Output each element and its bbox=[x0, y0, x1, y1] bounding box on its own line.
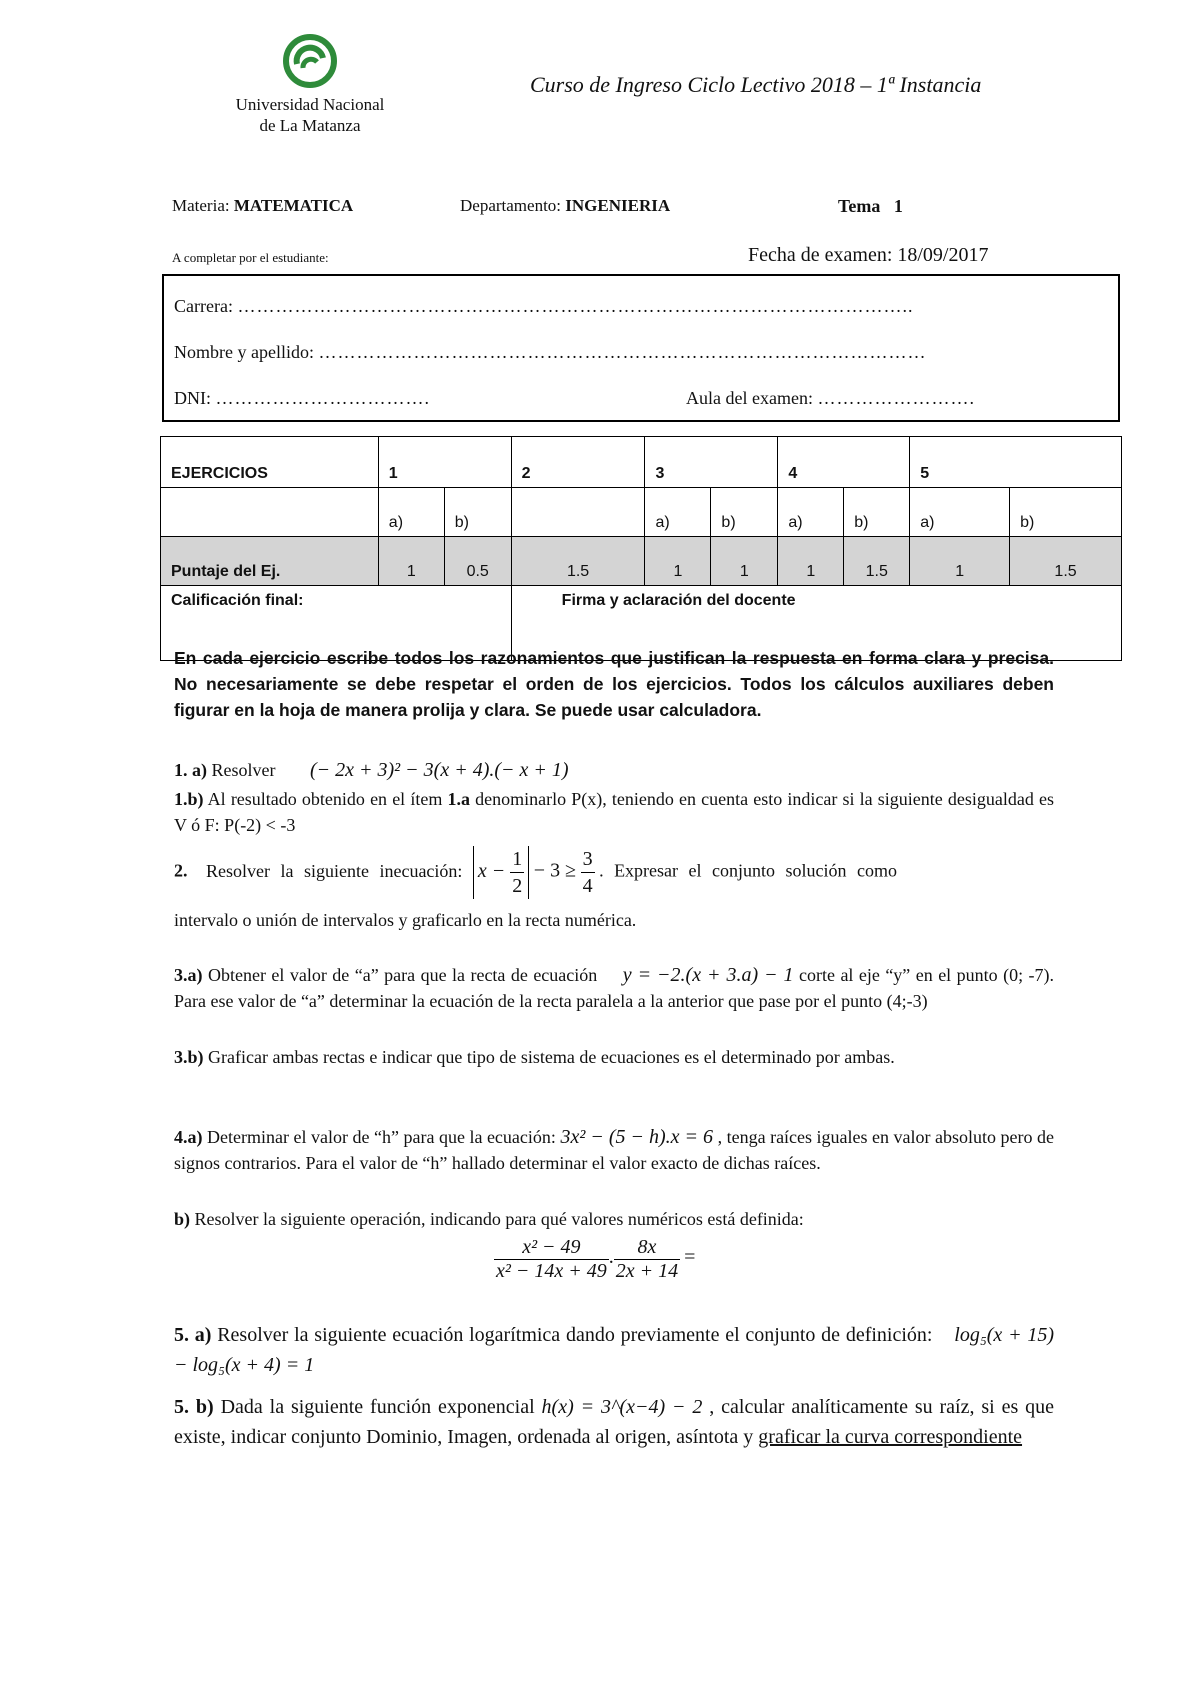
grades-header-row bbox=[161, 437, 1122, 488]
exercise-1a-text: Resolver bbox=[211, 760, 276, 780]
topic: Tema 1 bbox=[838, 196, 903, 216]
score-3b: 1 bbox=[711, 537, 778, 586]
exam-date: Fecha de examen: 18/09/2017 bbox=[748, 244, 989, 266]
scores-row bbox=[161, 537, 1122, 586]
exercise-2-header: 2 bbox=[511, 437, 645, 488]
exercises-header: EJERCICIOS bbox=[161, 437, 379, 488]
exercise-1b-number: 1.b) bbox=[174, 789, 204, 809]
exercise-2 bbox=[174, 846, 1054, 899]
name-field[interactable] bbox=[174, 342, 926, 363]
exercise-1a bbox=[174, 757, 1054, 783]
university-logo bbox=[230, 34, 390, 136]
sub-4a: a) bbox=[778, 488, 844, 537]
exercise-5-header: 5 bbox=[910, 437, 1122, 488]
exercise-1-header: 1 bbox=[378, 437, 511, 488]
subject-value: MATEMATICA bbox=[233, 196, 354, 215]
instructions: En cada ejercicio escribe todos los razonamientos que justifican la respuesta en forma clara y precisa. No necesariamente se debe respetar el orden de los ejercicios. Todos los cálculos auxiliares deben figurar en la hoja de manera prolija y clara. Se puede usar calculadora. bbox=[174, 648, 1054, 720]
university-name bbox=[230, 94, 390, 136]
exercise-3-header: 3 bbox=[645, 437, 778, 488]
exercise-2-continued: intervalo o unión de intervalos y graficarlo en la recta numérica. bbox=[174, 910, 637, 930]
score-5a: 1 bbox=[910, 537, 1010, 586]
exercise-5a bbox=[174, 1320, 1054, 1380]
sub-4b: b) bbox=[844, 488, 910, 537]
grades-sub-row bbox=[161, 488, 1122, 537]
exercise-5a-number: 5. a) bbox=[174, 1324, 212, 1346]
career-field[interactable] bbox=[174, 296, 913, 317]
unlam-logo-icon bbox=[283, 34, 337, 88]
score-2: 1.5 bbox=[511, 537, 645, 586]
exercise-3a-expression: y = −2.(x + 3.a) − 1 bbox=[622, 964, 794, 986]
exercise-3a-number: 3.a) bbox=[174, 965, 203, 985]
complete-label: A completar por el estudiante: bbox=[172, 250, 329, 265]
score-3a: 1 bbox=[645, 537, 711, 586]
course-title: Curso de Ingreso Ciclo Lectivo 2018 – 1ª Instancia bbox=[530, 72, 982, 97]
exercise-4a-text-2: , tenga raíces iguales en valor absoluto pero de signos contrarios. Para el valor de “h” hallado determinar el valor exacto de dichas raíces. bbox=[174, 1127, 1055, 1173]
exercise-1b-ref: 1.a bbox=[447, 789, 470, 809]
exercise-2-number: 2. bbox=[174, 860, 188, 881]
exercise-4a-expression: 3x² − (5 − h).x = 6 bbox=[560, 1126, 714, 1148]
teacher-signature-cell[interactable]: Firma y aclaración del docente bbox=[511, 586, 1121, 661]
department-label: Departamento: bbox=[460, 196, 562, 215]
exercise-1a-number: 1. a) bbox=[174, 760, 207, 780]
exercise-3b-number: 3.b) bbox=[174, 1047, 204, 1067]
exercise-2-expr-b: − 3 ≥ bbox=[533, 859, 577, 882]
exercise-5b-expression: h(x) = 3^(x−4) − 2 bbox=[541, 1396, 703, 1418]
exercise-1b bbox=[174, 786, 1054, 838]
university-line-2: de La Matanza bbox=[259, 116, 361, 135]
sub-1b: b) bbox=[444, 488, 511, 537]
exercise-5b-number: 5. b) bbox=[174, 1396, 214, 1418]
sub-1a: a) bbox=[378, 488, 444, 537]
career-blank[interactable]: …………………………………………………………………………………………….. bbox=[237, 296, 914, 316]
exercise-1b-text-2: denominarlo P(x), teniendo en cuenta esto indicar si la siguiente desigualdad es V ó F: P(-2) < -3 bbox=[174, 789, 1054, 835]
exercise-2-expr-a: x − bbox=[477, 860, 506, 883]
grades-table bbox=[160, 436, 1122, 661]
exercise-4b-text: Resolver la siguiente operación, indicando para qué valores numéricos está definida: bbox=[194, 1209, 804, 1229]
name-label: Nombre y apellido: bbox=[174, 342, 314, 362]
dni-field[interactable] bbox=[174, 388, 430, 409]
exercise-3b-text: Graficar ambas rectas e indicar que tipo de sistema de ecuaciones es el determinado por ambas. bbox=[208, 1047, 895, 1067]
exercise-2-fraction-2: $\frac{3}{4}$ bbox=[582, 848, 593, 897]
score-4b: 1.5 bbox=[844, 537, 910, 586]
room-field[interactable] bbox=[686, 388, 975, 409]
score-5b: 1.5 bbox=[1010, 537, 1122, 586]
exercise-4b-number: b) bbox=[174, 1209, 191, 1229]
exercise-1a-expression: (− 2x + 3)² − 3(x + 4).(− x + 1) bbox=[309, 759, 569, 781]
exercise-3a-text: Obtener el valor de “a” para que la recta de ecuación bbox=[207, 965, 598, 985]
sub-5b: b) bbox=[1010, 488, 1122, 537]
exercise-2-text: Resolver la siguiente inecuación: bbox=[206, 860, 463, 881]
department-field bbox=[460, 196, 670, 216]
exercise-5b-text-2: , calcular analíticamente su raíz, si es que existe, indicar conjunto Dominio, Imagen, ordenada al origen, asíntota y bbox=[174, 1396, 1054, 1448]
exercise-4a-text: Determinar el valor de “h” para que la ecuación: bbox=[207, 1127, 556, 1147]
sub-3a: a) bbox=[645, 488, 711, 537]
final-grade-cell[interactable]: Calificación final: bbox=[161, 586, 512, 661]
university-line-1: Universidad Nacional bbox=[235, 95, 385, 114]
exercise-5b bbox=[174, 1392, 1054, 1452]
exercise-5a-text: Resolver la siguiente ecuación logarítmica dando previamente el conjunto de definición: bbox=[217, 1324, 933, 1346]
score-1a: 1 bbox=[378, 537, 444, 586]
subject-field bbox=[172, 196, 353, 216]
exercise-2-text-2: . Expresar el conjunto solución como bbox=[599, 860, 897, 881]
career-label: Carrera: bbox=[174, 296, 233, 316]
exercise-4b-fraction-2: $\frac{8x}{2x + 14}$ bbox=[615, 1236, 679, 1282]
exercise-3b bbox=[174, 1044, 1054, 1070]
exercise-5b-text: Dada la siguiente función exponencial bbox=[220, 1396, 535, 1418]
exercise-4b-fraction-1: $\frac{\text{x² − 49}}{\text{x² − 14x + 49}}$ bbox=[496, 1236, 607, 1282]
room-blank[interactable]: ……………………. bbox=[817, 388, 975, 408]
exercise-4a-number: 4.a) bbox=[174, 1127, 203, 1147]
student-info-box bbox=[162, 274, 1120, 422]
exercise-4b bbox=[174, 1206, 1054, 1232]
dni-blank[interactable]: ……………………………. bbox=[215, 388, 430, 408]
sub-5a: a) bbox=[910, 488, 1010, 537]
name-blank[interactable]: …………………………………………………………………………………… bbox=[318, 342, 927, 362]
sub-empty bbox=[161, 488, 379, 537]
exercise-5a-expression: log₅(x + 15) − log₅(x + 4) = 1 bbox=[174, 1324, 1055, 1376]
score-label: Puntaje del Ej. bbox=[161, 537, 379, 586]
dni-label: DNI: bbox=[174, 388, 211, 408]
exercise-4b-operation: $\frac{\text{x² − 49}}{\text{x² − 14x + 49}}$ . $\frac{8x}{2x + 14}$ = bbox=[496, 1236, 696, 1282]
department-value: INGENIERIA bbox=[565, 196, 671, 215]
exercise-3a-text-2: corte al eje “y” en el punto (0; -7). Para ese valor de “a” determinar la ecuación de la recta paralela a la anterior que pase por el punto (4;-3) bbox=[174, 965, 1055, 1011]
exercise-3a bbox=[174, 962, 1054, 1014]
exercise-2-absolute-value bbox=[473, 846, 529, 899]
exercise-4a bbox=[174, 1124, 1054, 1176]
sub-3b: b) bbox=[711, 488, 778, 537]
room-label: Aula del examen: bbox=[686, 388, 813, 408]
exercise-2-fraction-1: $\frac{1}{2}$ bbox=[512, 848, 523, 897]
score-4a: 1 bbox=[778, 537, 844, 586]
exercise-5b-underlined-text: graficar la curva correspondiente bbox=[758, 1426, 1023, 1448]
exercise-4-header: 4 bbox=[778, 437, 910, 488]
subject-label: Materia: bbox=[172, 196, 230, 215]
score-1b: 0.5 bbox=[444, 537, 511, 586]
sub-2 bbox=[511, 488, 645, 537]
exercise-1b-text: Al resultado obtenido en el ítem bbox=[207, 789, 443, 809]
exercise-4b-equals: = bbox=[684, 1246, 696, 1269]
